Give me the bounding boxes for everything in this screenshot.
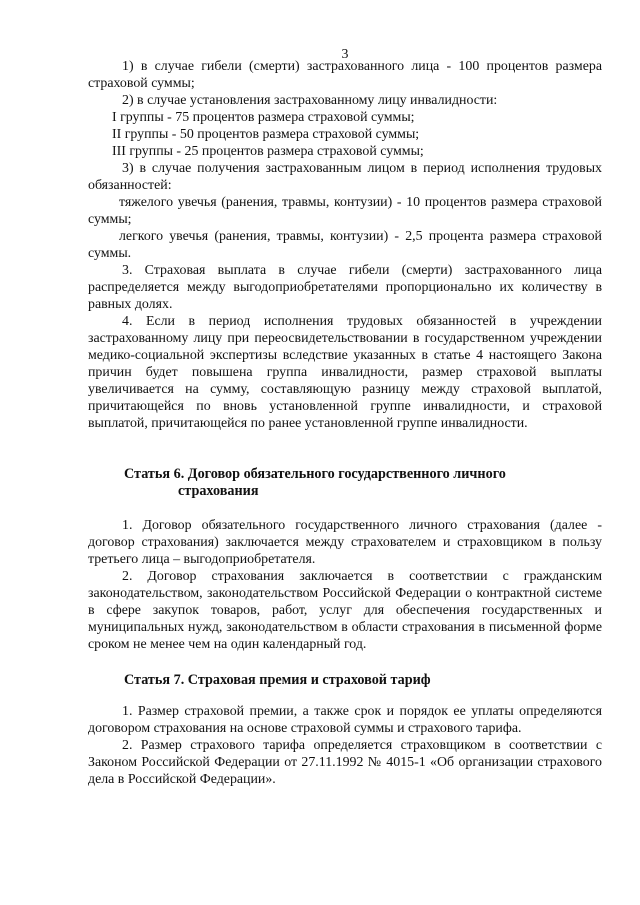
payout-death: 1) в случае гибели (смерти) застрахованного лица - 100 процентов размера страховой суммы;	[88, 59, 602, 91]
section-5-continuation	[88, 58, 602, 432]
page-number: 3	[341, 47, 349, 62]
article-6-paragraph-1: 1. Договор обязательного государственного личного страхования (далее - договор страхования) заключается между страхователем и страховщиком в пользу третьего лица – выгодоприобретателя.	[88, 518, 602, 567]
article-6-heading	[124, 466, 564, 500]
payout-severe-injury: тяжелого увечья (ранения, травмы, контузии) - 10 процентов размера страховой суммы;	[88, 195, 602, 227]
article-6-body	[88, 517, 602, 653]
clause-4-disability-increase: 4. Если в период исполнения трудовых обязанностей в учреждении застрахованному лицу при переосвидетельствовании в государственном учреждении медико-социальной экспертизы вследствие указанных в статье 4 настоящего Закона причин будет повышена группа инвалидности, размер страховой выплаты увеличивается на сумму, составляющую разницу между страховой выплатой, причитающейся по вновь установленной группе инвалидности, и страховой выплатой, причитающейся по ранее установленной группе инвалидности.	[88, 314, 602, 431]
article-7-paragraph-2: 2. Размер страхового тарифа определяется страховщиком в соответствии с Законом Российской Федерации от 27.11.1992 № 4015-1 «Об организации страхового дела в Российской Федерации».	[88, 738, 602, 787]
payout-injury-intro: 3) в случае получения застрахованным лицом в период исполнения трудовых обязанностей:	[88, 161, 602, 193]
article-6-title-line2: страхования	[178, 483, 259, 499]
article-7-body	[88, 703, 602, 788]
payout-group-2: II группы - 50 процентов размера страховой суммы;	[112, 127, 420, 142]
payout-group-3: III группы - 25 процентов размера страховой суммы;	[112, 144, 424, 159]
payout-group-1: I группы - 75 процентов размера страховой суммы;	[112, 110, 415, 125]
clause-3-distribution: 3. Страховая выплата в случае гибели (смерти) застрахованного лица распределяется между выгодоприобретателями пропорционально их количеству в равных долях.	[88, 263, 602, 312]
payout-disability-intro: 2) в случае установления застрахованному лицу инвалидности:	[122, 93, 498, 108]
article-7-heading: Статья 7. Страховая премия и страховой тариф	[124, 672, 431, 688]
payout-light-injury: легкого увечья (ранения, травмы, контузии) - 2,5 процента размера страховой суммы.	[88, 229, 602, 261]
article-7-paragraph-1: 1. Размер страховой премии, а также срок и порядок ее уплаты определяются договором страхования на основе страховой суммы и страхового тарифа.	[88, 704, 602, 736]
article-6-paragraph-2: 2. Договор страхования заключается в соответствии с гражданским законодательством, законодательством Российской Федерации о контрактной системе в сфере закупок товаров, работ, услуг для обеспечения государственных и муниципальных нужд, законодательством в области страхования в письменной форме сроком не менее чем на один календарный год.	[88, 569, 602, 652]
article-6-title-line1: Статья 6. Договор обязательного государственного личного	[124, 466, 506, 482]
